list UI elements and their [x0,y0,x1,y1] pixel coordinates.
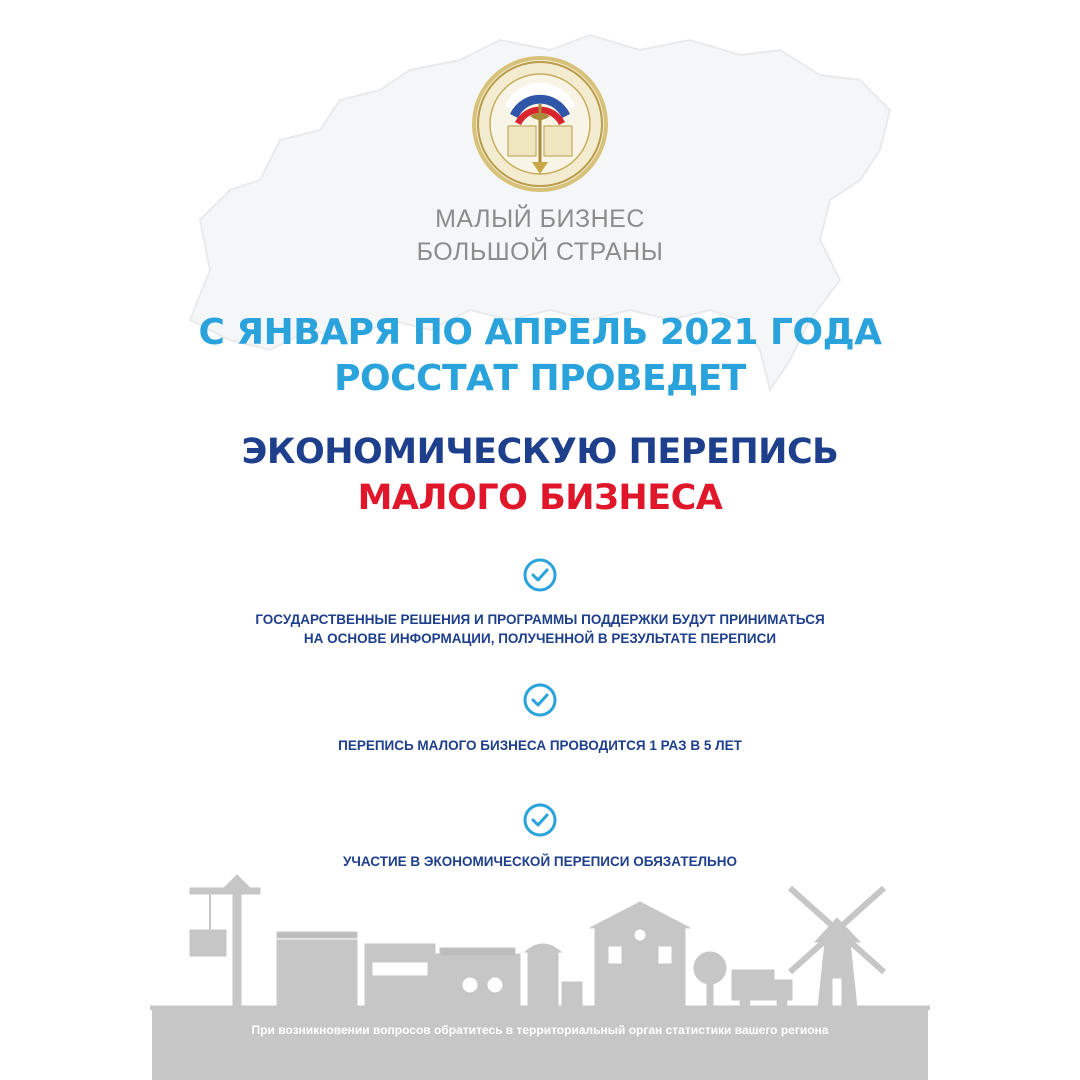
check-circle-icon [522,557,558,593]
fact-2: ПЕРЕПИСЬ МАЛОГО БИЗНЕСА ПРОВОДИТСЯ 1 РАЗ В 5 ЛЕТ [338,738,742,753]
headline-line-1: С ЯНВАРЯ ПО АПРЕЛЬ 2021 ГОДА [198,312,882,353]
city-skyline-illustration [150,870,930,1010]
check-circle-icon [522,802,558,838]
census-title-line-1: ЭКОНОМИЧЕСКУЮ ПЕРЕПИСЬ [241,432,839,472]
fact-1-line-2: НА ОСНОВЕ ИНФОРМАЦИИ, ПОЛУЧЕННОЙ В РЕЗУЛЬТАТЕ ПЕРЕПИСИ [303,631,777,646]
tagline-line-2: БОЛЬШОЙ СТРАНЫ [416,238,664,266]
fact-1-line-1: ГОСУДАРСТВЕННЫЕ РЕШЕНИЯ И ПРОГРАММЫ ПОДДЕРЖКИ БУДУТ ПРИНИМАТЬСЯ [255,612,825,627]
check-circle-icon [522,682,558,718]
footer-band [152,1008,928,1080]
census-title-line-2: МАЛОГО БИЗНЕСА [357,478,723,518]
rosstat-emblem-icon [470,54,610,194]
footer-note: При возникновении вопросов обратитесь в территориальный орган статистики вашего региона [251,1023,829,1037]
tagline-line-1: МАЛЫЙ БИЗНЕС [435,205,645,233]
fact-3: УЧАСТИЕ В ЭКОНОМИЧЕСКОЙ ПЕРЕПИСИ ОБЯЗАТЕЛЬНО [343,854,737,869]
headline-line-2: РОССТАТ ПРОВЕДЕТ [334,358,746,399]
